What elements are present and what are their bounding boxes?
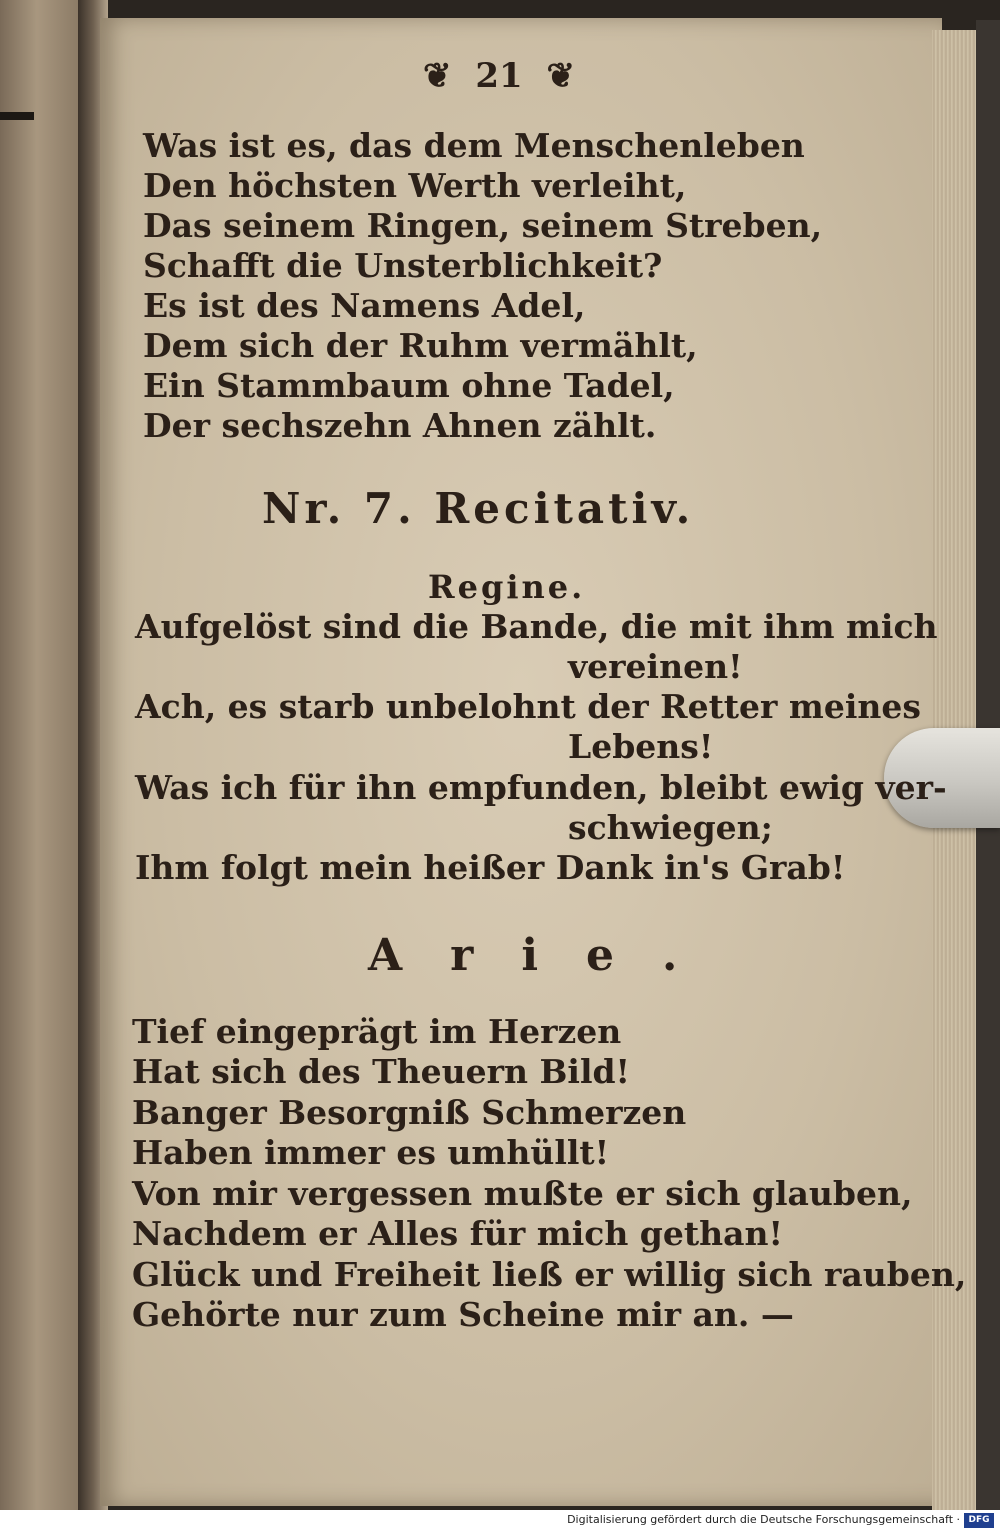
recitativ-line: Ihm folgt mein heißer Dank in's Grab! [135,848,846,887]
arie-line: Von mir vergessen mußte er sich glauben, [132,1174,913,1213]
arie-line: Tief eingeprägt im Herzen [132,1012,622,1051]
recitativ-line: Lebens! [568,727,714,766]
verse-line: Es ist des Namens Adel, [143,286,586,325]
speaker-name: Regine. [428,568,586,606]
arie-line: Haben immer es umhüllt! [132,1133,610,1172]
verse-line: Der sechszehn Ahnen zählt. [143,406,657,445]
verse-line: Dem sich der Ruhm vermählt, [143,326,698,365]
left-page-mark [0,112,34,120]
page-header [423,56,575,96]
recitativ-line: vereinen! [568,647,743,686]
section-heading-arie: Arie. [368,930,726,981]
verse-line: Ein Stammbaum ohne Tadel, [143,366,675,405]
section-heading-recitativ: Nr. 7. Recitativ. [262,484,695,533]
funding-credit: Digitalisierung gefördert durch die Deutsche Forschungsgemeinschaft · [567,1513,960,1526]
arie-line: Banger Besorgniß Schmerzen [132,1093,687,1132]
ornament-right-icon: ❦ [546,56,576,96]
dfg-logo: DFG [964,1513,994,1528]
recitativ-line: Ach, es starb unbelohnt der Retter meines [135,687,921,726]
verse-line: Schafft die Unsterblichkeit? [143,246,663,285]
verse-line: Den höchsten Werth verleiht, [143,166,687,205]
recitativ-line: schwiegen; [568,808,773,847]
arie-line: Nachdem er Alles für mich gethan! [132,1214,783,1253]
ornament-left-icon: ❦ [423,56,452,96]
recitativ-line: Was ich für ihn empfunden, bleibt ewig ver- [135,768,947,807]
arie-line: Glück und Freiheit ließ er willig sich rauben, [132,1255,967,1294]
arie-line: Gehörte nur zum Scheine mir an. — [132,1295,794,1334]
footer-bar [0,1510,1000,1532]
verse-line: Das seinem Ringen, seinem Streben, [143,206,823,245]
arie-line: Hat sich des Theuern Bild! [132,1052,631,1091]
recitativ-line: Aufgelöst sind die Bande, die mit ihm mich [135,607,938,646]
page-number: 21 [475,56,523,96]
verse-line: Was ist es, das dem Menschenleben [143,126,805,165]
